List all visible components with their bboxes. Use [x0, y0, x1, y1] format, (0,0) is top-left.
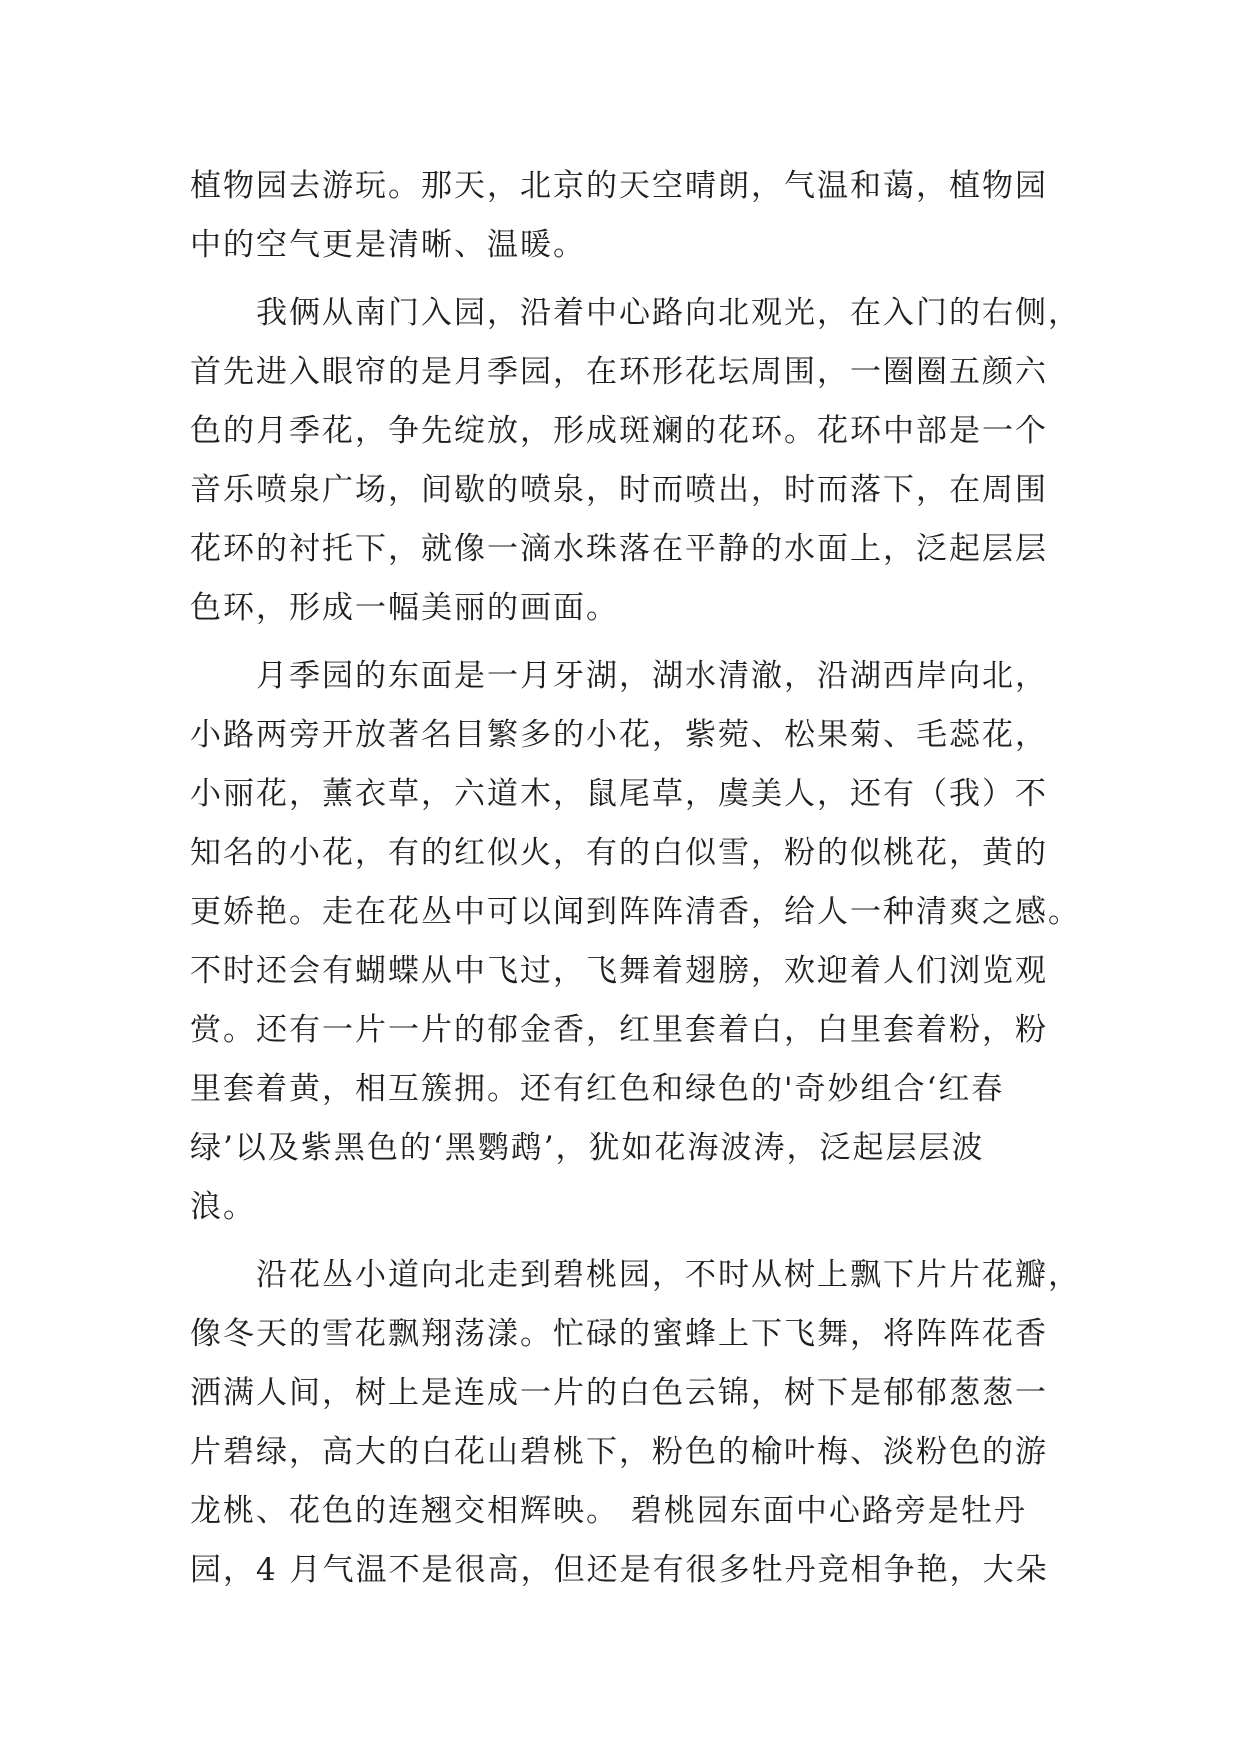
text-line: 色的月季花，争先绽放，形成斑斓的花环。花环中部是一个: [190, 413, 1048, 449]
text-line: 不时还会有蝴蝶从中飞过，飞舞着翅膀，欢迎着人们浏览观: [190, 953, 1048, 989]
text-line: 园，4 月气温不是很高，但还是有很多牡丹竞相争艳，大朵: [190, 1552, 1049, 1588]
paragraph-1: [190, 157, 1056, 275]
text-line: 像冬天的雪花飘翔荡漾。忙碌的蜜蜂上下飞舞，将阵阵花香: [190, 1316, 1048, 1352]
paragraph-2: [190, 284, 1081, 638]
text-line: 知名的小花，有的红似火，有的白似雪，粉的似桃花，黄的: [190, 835, 1048, 871]
text-line: 浪。: [190, 1189, 256, 1225]
text-line: 色环，形成一幅美丽的画面。: [190, 590, 619, 626]
text-line: 洒满人间，树上是连成一片的白色云锦，树下是郁郁葱葱一: [190, 1375, 1048, 1411]
text-line: 小路两旁开放著名目繁多的小花，紫菀、松果菊、毛蕊花，: [190, 717, 1048, 753]
text-line: 花环的衬托下，就像一滴水珠落在平静的水面上，泛起层层: [190, 531, 1048, 567]
text-line: 沿花丛小道向北走到碧桃园，不时从树上飘下片片花瓣，: [256, 1257, 1081, 1293]
text-line: 音乐喷泉广场，间歇的喷泉，时而喷出，时而落下，在周围: [190, 472, 1048, 508]
text-line: 龙桃、花色的连翘交相辉映。 碧桃园东面中心路旁是牡丹: [190, 1493, 1027, 1529]
text-line: 更娇艳。走在花丛中可以闻到阵阵清香，给人一种清爽之感。: [190, 894, 1081, 930]
body-text: [190, 157, 1081, 1600]
paragraph-3: [190, 647, 1081, 1237]
text-line: 赏。还有一片一片的郁金香，红里套着白，白里套着粉，粉: [190, 1012, 1048, 1048]
text-line: 首先进入眼帘的是月季园，在环形花坛周围，一圈圈五颜六: [190, 354, 1048, 390]
text-line: 植物园去游玩。那天，北京的天空晴朗，气温和蔼，植物园: [190, 168, 1048, 204]
text-line: 片碧绿，高大的白花山碧桃下，粉色的榆叶梅、淡粉色的游: [190, 1434, 1048, 1470]
text-line: 我俩从南门入园，沿着中心路向北观光，在入门的右侧，: [256, 295, 1081, 331]
text-line: 月季园的东面是一月牙湖，湖水清澈，沿湖西岸向北，: [256, 658, 1048, 694]
paragraph-4: [190, 1246, 1081, 1600]
text-line: 小丽花，薰衣草，六道木，鼠尾草，虞美人，还有（我）不: [190, 776, 1048, 812]
text-line: 绿’以及紫黑色的‘黑鹦鹉’，犹如花海波涛，泛起层层波: [190, 1130, 985, 1166]
text-line: 里套着黄，相互簇拥。还有红色和绿色的'奇妙组合‘红春: [190, 1071, 1005, 1107]
text-line: 中的空气更是清晰、温暖。: [190, 227, 586, 263]
